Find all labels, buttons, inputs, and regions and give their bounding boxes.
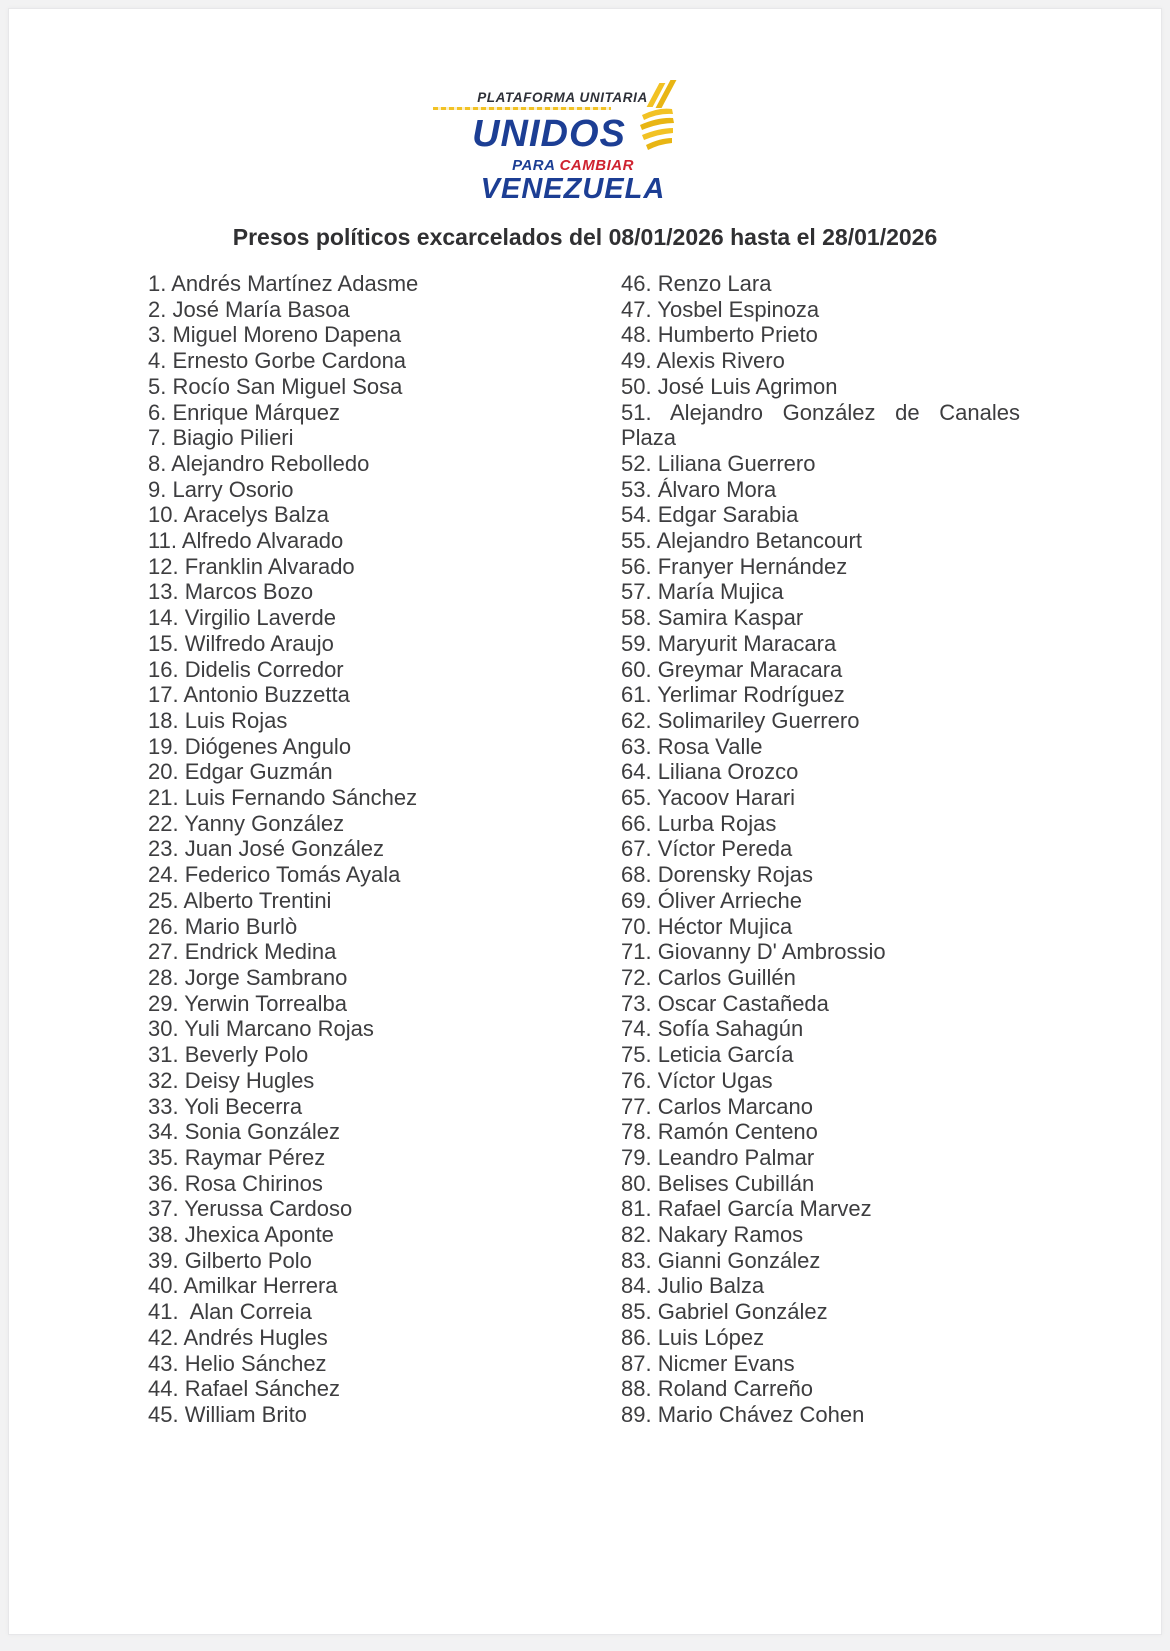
list-item: 67. Víctor Pereda (621, 836, 793, 862)
list-item: 80. Belises Cubillán (621, 1170, 815, 1196)
list-item: 74. Sofía Sahagún (621, 1016, 804, 1042)
list-item: 1. Andrés Martínez Adasme (148, 271, 419, 296)
unidos-text: UNIDOS (472, 113, 626, 155)
list-item: 41. Alan Correia (148, 1299, 312, 1325)
list-item: 32. Deisy Hugles (148, 1067, 315, 1093)
list-item: 24. Federico Tomás Ayala (148, 862, 401, 888)
list-item: 56. Franyer Hernández (621, 553, 848, 579)
list-item: 25. Alberto Trentini (148, 887, 332, 913)
list-item: 85. Gabriel González (621, 1299, 828, 1325)
list-item: 35. Raymar Pérez (148, 1144, 326, 1170)
list-item: 26. Mario Burlò (148, 913, 298, 939)
list-item: 11. Alfredo Alvarado (148, 528, 344, 554)
list-item: 19. Diógenes Angulo (148, 733, 352, 759)
list-item: 23. Juan José González (148, 836, 385, 862)
logo-swoosh-icon (632, 105, 674, 157)
list-item: 4. Ernesto Gorbe Cardona (148, 348, 407, 374)
list-item: 37. Yerussa Cardoso (148, 1196, 353, 1222)
list-item: 66. Lurba Rojas (621, 810, 777, 836)
list-item: 76. Víctor Ugas (621, 1067, 773, 1093)
list-item: 72. Carlos Guillén (621, 964, 796, 990)
list-item: 68. Dorensky Rojas (621, 862, 813, 888)
list-item: 64. Liliana Orozco (621, 759, 799, 785)
list-item: 61. Yerlimar Rodríguez (621, 682, 845, 708)
list-item: 45. William Brito (148, 1401, 307, 1427)
list-item: 69. Óliver Arrieche (621, 887, 802, 913)
list-item: 16. Didelis Corredor (148, 656, 344, 682)
list-item: 73. Oscar Castañeda (621, 990, 829, 1016)
list-item: 58. Samira Kaspar (621, 605, 804, 631)
list-item: 51. Alejandro González de Canales Plaza (621, 399, 1027, 451)
list-item: 50. José Luis Agrimon (621, 373, 838, 399)
list-item: 15. Wilfredo Araujo (148, 630, 334, 656)
list-item: 84. Julio Balza (621, 1273, 765, 1299)
list-item: 47. Yosbel Espinoza (621, 296, 820, 322)
list-item: 77. Carlos Marcano (621, 1093, 813, 1119)
cambiar-text: CAMBIAR (559, 157, 634, 174)
list-item: 60. Greymar Maracara (621, 656, 843, 682)
list-item: 65. Yacoov Harari (621, 785, 796, 811)
list-item: 49. Alexis Rivero (621, 348, 785, 374)
list-item: 54. Edgar Sarabia (621, 502, 799, 528)
list-item: 57. María Mujica (621, 579, 784, 605)
list-item: 39. Gilberto Polo (148, 1247, 312, 1273)
list-item: 46. Renzo Lara (621, 271, 772, 296)
list-item: 18. Luis Rojas (148, 707, 288, 733)
list-item: 53. Álvaro Mora (621, 476, 777, 502)
list-item: 21. Luis Fernando Sánchez (148, 785, 418, 811)
list-item: 38. Jhexica Aponte (148, 1222, 334, 1248)
document-page (8, 8, 1162, 1635)
list-item: 44. Rafael Sánchez (148, 1376, 341, 1402)
list-item: 82. Nakary Ramos (621, 1222, 804, 1248)
list-item: 34. Sonia González (148, 1119, 341, 1145)
list-item: 42. Andrés Hugles (148, 1324, 328, 1350)
list-item: 12. Franklin Alvarado (148, 553, 355, 579)
logo-underline (433, 107, 611, 110)
list-item: 8. Alejandro Rebolledo (148, 450, 370, 476)
list-item: 27. Endrick Medina (148, 939, 337, 965)
list-item: 13. Marcos Bozo (148, 579, 314, 605)
list-item: 6. Enrique Márquez (148, 399, 340, 425)
list-item: 79. Leandro Palmar (621, 1144, 815, 1170)
list-item: 31. Beverly Polo (148, 1042, 309, 1068)
list-item: 52. Liliana Guerrero (621, 450, 816, 476)
list-item: 88. Roland Carreño (621, 1376, 814, 1402)
list-item: 62. Solimariley Guerrero (621, 707, 860, 733)
list-item: 86. Luis López (621, 1324, 765, 1350)
plataforma-unitaria-text: PLATAFORMA UNITARIA (477, 90, 648, 105)
list-item: 55. Alejandro Betancourt (621, 528, 862, 554)
list-item: 71. Giovanny D' Ambrossio (621, 939, 886, 965)
list-item: 14. Virgilio Laverde (148, 605, 336, 631)
list-item: 43. Helio Sánchez (148, 1350, 327, 1376)
list-item: 48. Humberto Prieto (621, 322, 818, 348)
list-item: 30. Yuli Marcano Rojas (148, 1016, 374, 1042)
list-item: 78. Ramón Centeno (621, 1119, 818, 1145)
list-item: 81. Rafael García Marvez (621, 1196, 872, 1222)
list-item: 9. Larry Osorio (148, 476, 294, 502)
list-item: 63. Rosa Valle (621, 733, 763, 759)
list-item: 2. José María Basoa (148, 296, 350, 322)
list-item: 70. Héctor Mujica (621, 913, 793, 939)
list-item: 17. Antonio Buzzetta (148, 682, 350, 708)
list-item: 22. Yanny González (148, 810, 345, 836)
plataforma-unitaria-logo (423, 87, 723, 204)
logo-slashes-icon (653, 83, 669, 107)
list-column-1 (148, 271, 603, 1428)
list-item: 40. Amilkar Herrera (148, 1273, 338, 1299)
list-item: 87. Nicmer Evans (621, 1350, 795, 1376)
list-item: 33. Yoli Becerra (148, 1093, 303, 1119)
list-item: 3. Miguel Moreno Dapena (148, 322, 402, 348)
list-item: 5. Rocío San Miguel Sosa (148, 373, 403, 399)
venezuela-text: VENEZUELA (480, 173, 666, 205)
list-item: 7. Biagio Pilieri (148, 425, 294, 451)
list-item: 10. Aracelys Balza (148, 502, 329, 528)
list-item: 28. Jorge Sambrano (148, 964, 348, 990)
list-item: 75. Leticia García (621, 1042, 794, 1068)
list-item: 29. Yerwin Torrealba (148, 990, 347, 1016)
list-item: 89. Mario Chávez Cohen (621, 1401, 865, 1427)
list-item: 59. Maryurit Maracara (621, 630, 837, 656)
para-text: PARA (512, 157, 555, 174)
list-item: 36. Rosa Chirinos (148, 1170, 323, 1196)
list-item: 20. Edgar Guzmán (148, 759, 333, 785)
page-title: Presos políticos excarcelados del 08/01/2026 hasta el 28/01/2026 (232, 224, 938, 250)
list-item: 83. Gianni González (621, 1247, 821, 1273)
list-column-2 (621, 271, 1027, 1428)
